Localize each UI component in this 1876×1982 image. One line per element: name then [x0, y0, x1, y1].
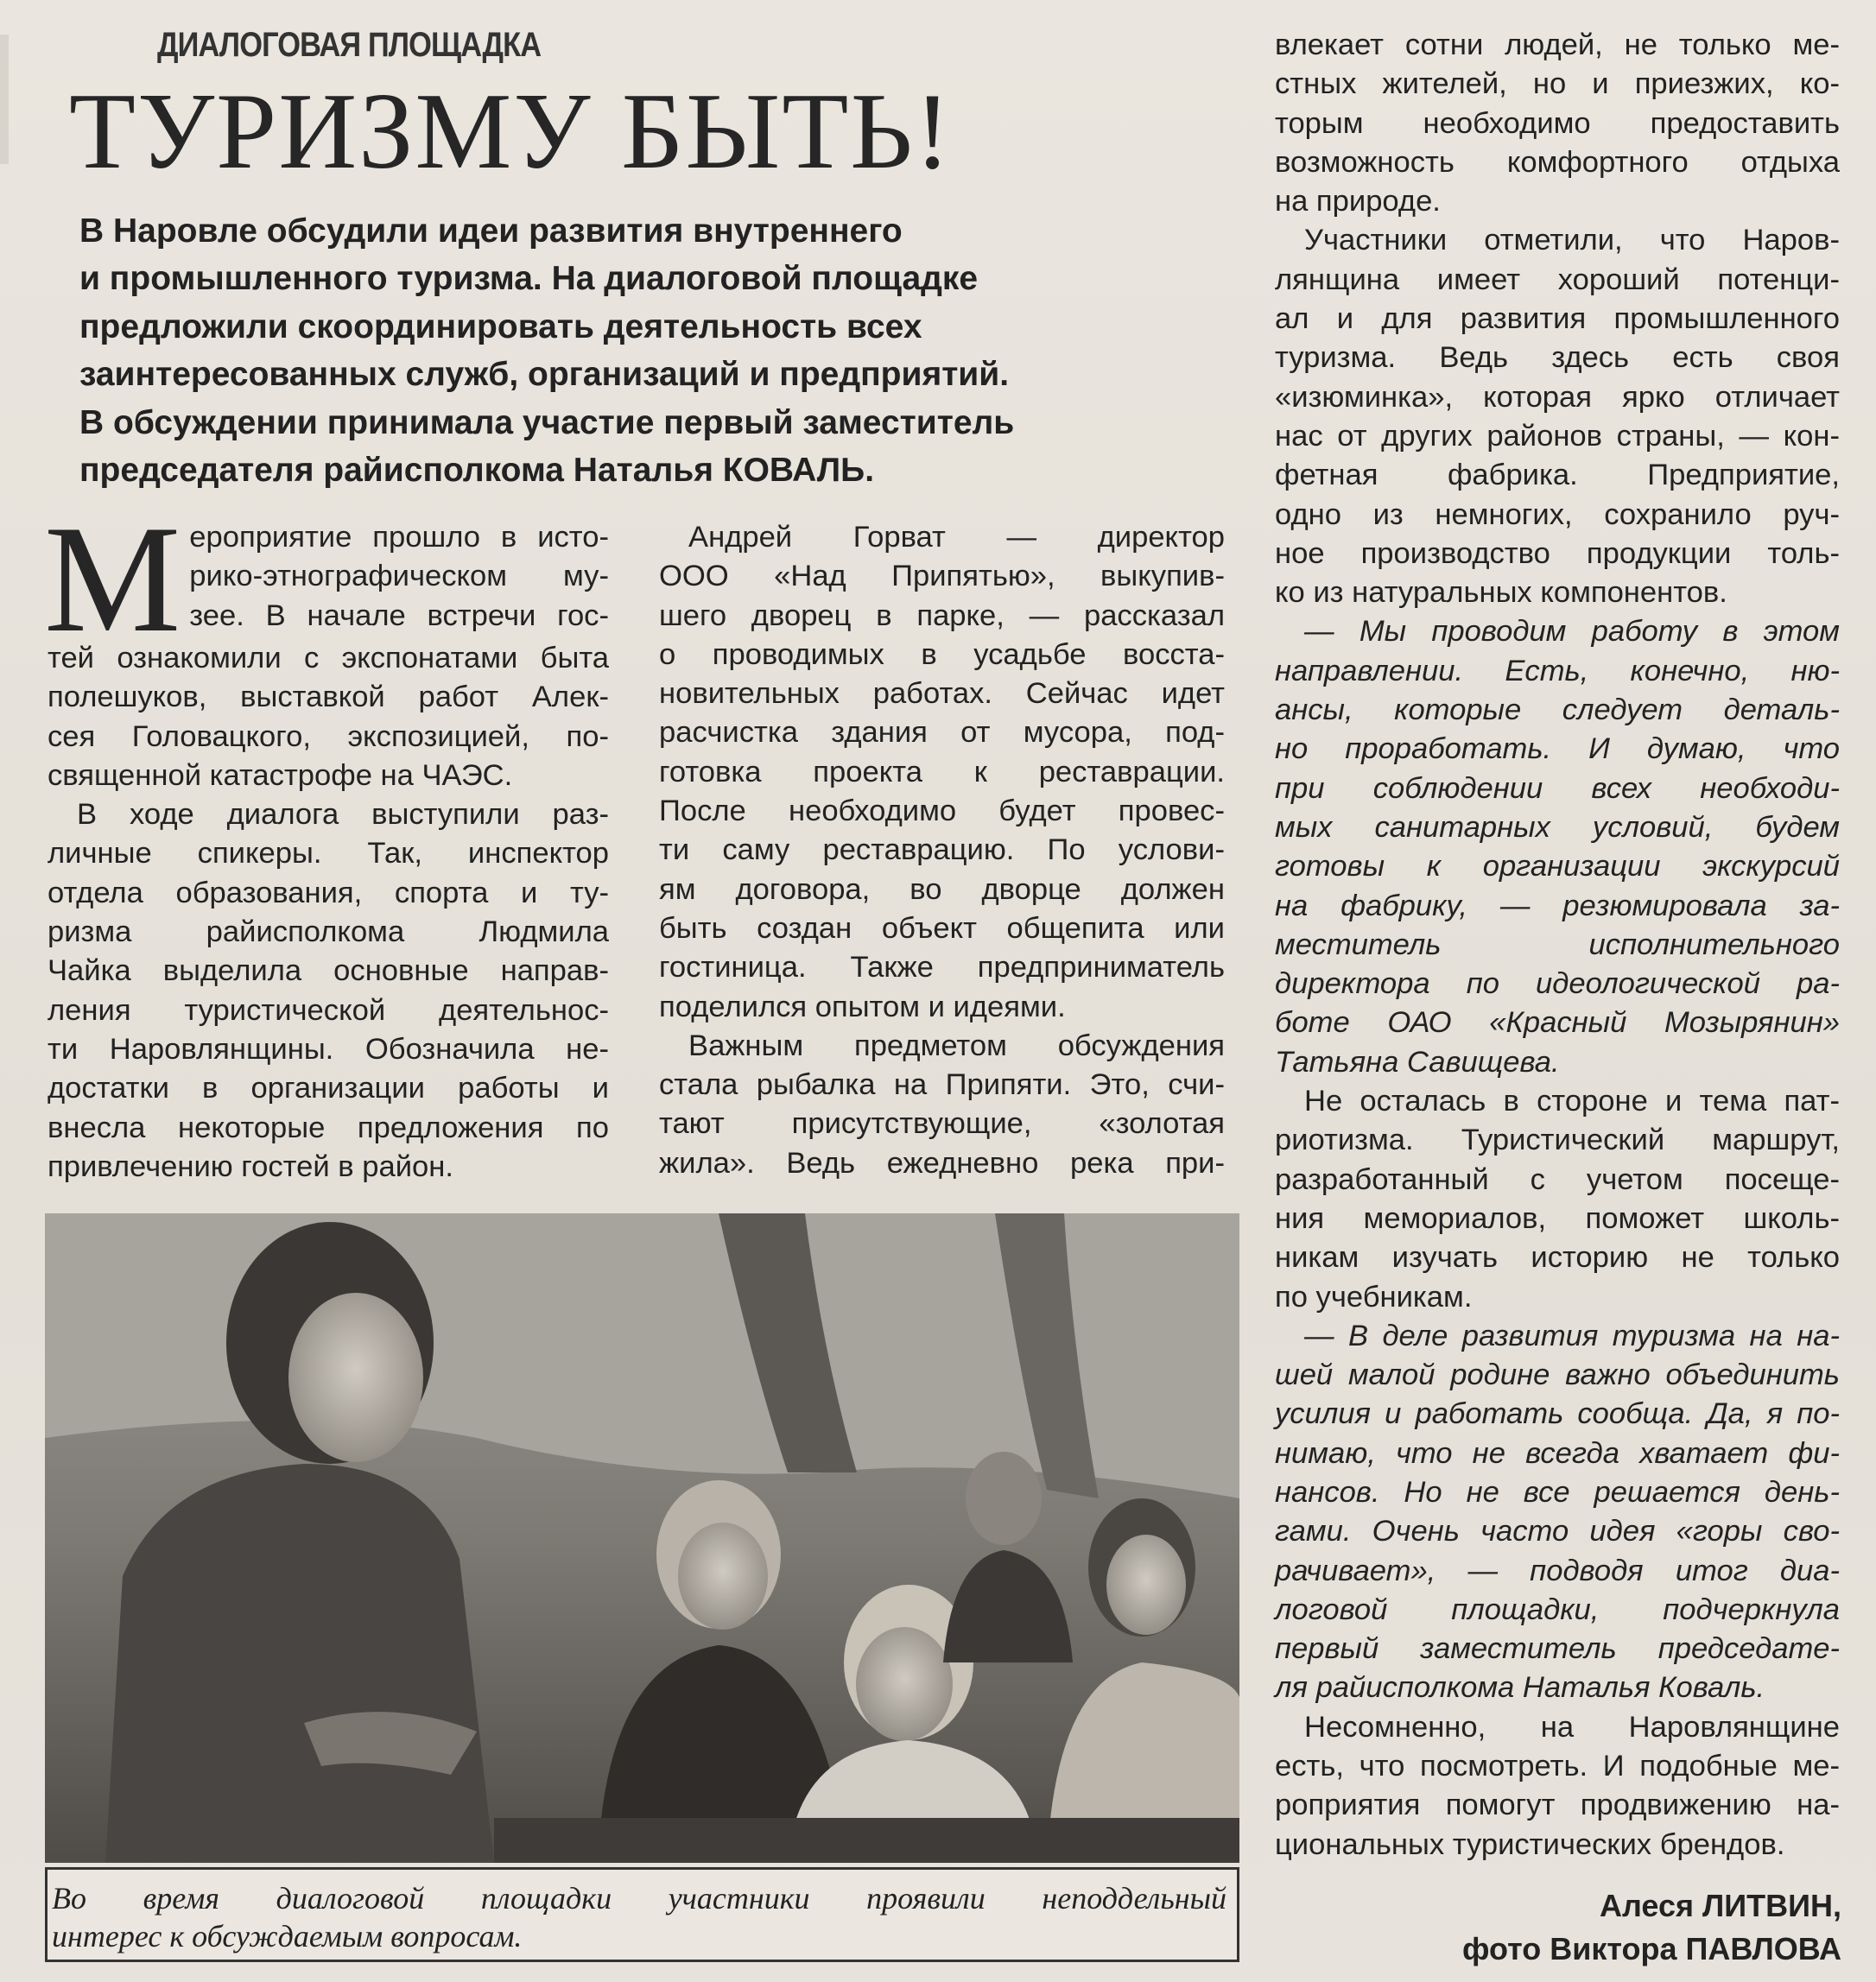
- column-line: ероприятие прошло в исто-: [189, 521, 609, 554]
- column-line: внесла некоторые предложения по: [48, 1111, 609, 1144]
- page-edge-mark: [0, 35, 9, 164]
- column-line: на фабрику, — резюмировала за-: [1275, 889, 1840, 922]
- column-line: рачивает», — подводя итог диа-: [1275, 1554, 1840, 1587]
- column-line: ти саму реставрацию. По услови-: [659, 833, 1225, 867]
- column-line: Важным предметом обсуждения: [688, 1029, 1225, 1062]
- column-line: готовка проекта к реставрации.: [659, 755, 1225, 788]
- column-line: достатки в организации работы и: [48, 1072, 609, 1105]
- column-line: Татьяна Савищева.: [1275, 1045, 1560, 1079]
- byline-author: Алеся ЛИТВИН,: [1600, 1888, 1841, 1923]
- column-line: зее. В начале встречи гос-: [189, 598, 609, 632]
- article-photo: [45, 1213, 1239, 1863]
- column-line: лянщина имеет хороший потенци-: [1275, 263, 1840, 296]
- lead-line: и промышленного туризма. На диалоговой площадке: [79, 260, 979, 298]
- column-line: В ходе диалога выступили раз-: [77, 798, 609, 832]
- article-byline: [1289, 1884, 1841, 1971]
- column-line: первый заместитель председате-: [1275, 1632, 1840, 1666]
- lead-line: В обсуждении принимала участие первый заместитель: [79, 403, 1015, 441]
- column-line: ансы, которые следует деталь-: [1275, 693, 1840, 727]
- column-line: стных жителей, но и приезжих, ко-: [1275, 67, 1840, 101]
- column-line: — Мы проводим работу в этом: [1304, 615, 1840, 649]
- column-line: Не осталась в стороне и тема пат-: [1304, 1085, 1840, 1118]
- column-line: готовы к организации экскурсий: [1275, 850, 1840, 883]
- column-line: расчистка здания от мусора, под-: [659, 716, 1225, 750]
- drop-cap: М: [44, 493, 181, 664]
- column-line: влекает сотни людей, не только ме-: [1275, 28, 1840, 61]
- column-line: шего дворец в парке, — рассказал: [659, 598, 1225, 632]
- column-line: торым необходимо предоставить: [1275, 106, 1840, 140]
- column-line: тают присутствующие, «золотая: [659, 1107, 1225, 1141]
- column-line: привлечению гостей в район.: [48, 1149, 453, 1183]
- column-line: циональных туристических брендов.: [1275, 1827, 1785, 1861]
- article-column-2: [659, 518, 1225, 1183]
- column-line: стала рыбалка на Припяти. Это, счи-: [659, 1068, 1225, 1102]
- column-line: новительных работах. Сейчас идет: [659, 677, 1225, 711]
- column-line: ля райисполкома Наталья Коваль.: [1275, 1671, 1765, 1705]
- column-line: ризма райисполкома Людмила: [48, 915, 609, 949]
- column-line: разработанный с учетом посеще-: [1275, 1162, 1840, 1196]
- column-line: После необходимо будет провес-: [659, 795, 1225, 828]
- column-line: полешуков, выставкой работ Алек-: [48, 681, 609, 714]
- column-line: гами. Очень часто идея «горы сво-: [1275, 1515, 1840, 1548]
- column-line: «изюминка», которая ярко отличает: [1275, 380, 1840, 414]
- lead-line: предложили скоординировать деятельность всех: [79, 307, 922, 345]
- byline-photo-credit: фото Виктора ПАВЛОВА: [1461, 1931, 1841, 1966]
- column-line: боте ОАО «Красный Мозырянин»: [1275, 1006, 1840, 1040]
- column-line: по учебникам.: [1275, 1280, 1473, 1314]
- column-line: священной катастрофе на ЧАЭС.: [48, 758, 513, 792]
- section-rubric: ДИАЛОГОВАЯ ПЛОЩАДКА: [157, 26, 542, 64]
- column-line: о проводимых в усадьбе восста-: [659, 637, 1225, 671]
- photo-illustration: [45, 1213, 1239, 1863]
- column-line: но проработать. И думаю, что: [1275, 732, 1840, 766]
- column-line: ти Наровлянщины. Обозначила не-: [48, 1032, 609, 1066]
- column-line: нас от других районов страны, — кон-: [1275, 419, 1840, 453]
- column-line: личные спикеры. Так, инспектор: [48, 837, 609, 871]
- column-line: сея Головацкого, экспозицией, по-: [48, 719, 609, 753]
- column-line: ООО «Над Припятью», выкупив-: [659, 560, 1225, 593]
- column-line: меститель исполнительного: [1275, 928, 1840, 961]
- column-line: на природе.: [1275, 185, 1441, 218]
- lead-line: председателя райисполкома Наталья КОВАЛЬ.: [79, 452, 875, 490]
- column-line: быть создан объект общепита или: [659, 911, 1225, 945]
- column-line: ям договора, во дворце должен: [659, 872, 1225, 906]
- column-line: никам изучать историю не только: [1275, 1241, 1840, 1275]
- article-lead: [79, 207, 1228, 494]
- article-column-1: [44, 493, 609, 1187]
- article-column-3: [1275, 26, 1840, 1865]
- lead-line: заинтересованных служб, организаций и предприятий.: [79, 356, 1010, 394]
- column-line: директора по идеологической ра-: [1275, 967, 1840, 1001]
- caption-line: интерес к обсуждаемым вопросам.: [52, 1919, 523, 1954]
- column-line: туризма. Ведь здесь есть своя: [1275, 341, 1840, 375]
- column-line: Несомненно, на Наровлянщине: [1304, 1710, 1840, 1744]
- column-line: роприятия помогут продвижению на-: [1275, 1789, 1840, 1822]
- column-line: тей ознакомили с экспонатами быта: [48, 642, 609, 674]
- column-line: фетная фабрика. Предприятие,: [1275, 459, 1840, 492]
- column-line: Чайка выделила основные направ-: [48, 954, 609, 988]
- column-line: усилия и работать сообща. Да, я по-: [1275, 1397, 1840, 1431]
- article-headline: ТУРИЗМУ БЫТЬ!: [69, 72, 953, 192]
- column-line: направлении. Есть, конечно, ню-: [1275, 654, 1840, 687]
- column-line: отдела образования, спорта и ту-: [48, 876, 609, 909]
- column-line: есть, что посмотреть. И подобные ме-: [1275, 1750, 1840, 1783]
- column-line: ко из натуральных компонентов.: [1275, 576, 1727, 610]
- column-line: гостиница. Также предприниматель: [659, 951, 1225, 985]
- column-line: ления туристической деятельнос-: [48, 993, 609, 1027]
- column-line: шей малой родине важно объединить: [1275, 1358, 1840, 1392]
- column-line: Участники отметили, что Наров-: [1304, 224, 1840, 257]
- column-line: ал и для развития промышленного: [1275, 302, 1840, 336]
- lead-line: В Наровле обсудили идеи развития внутреннего: [79, 212, 903, 250]
- column-line: жила». Ведь ежедневно река при-: [659, 1146, 1225, 1180]
- column-line: риотизма. Туристический маршрут,: [1275, 1124, 1840, 1157]
- caption-line: Во время диалоговой площадки участники проявили неподдельный: [52, 1881, 1226, 1916]
- photo-caption: [52, 1879, 1235, 1955]
- column-line: нансов. Но не все решается день-: [1275, 1475, 1840, 1509]
- column-line: логовой площадки, подчеркнула: [1275, 1593, 1840, 1626]
- column-line: одно из немногих, сохранило руч-: [1275, 497, 1840, 531]
- column-line: мых санитарных условий, будем: [1275, 810, 1840, 844]
- column-line: при соблюдении всех необходи-: [1275, 771, 1840, 805]
- column-line: нимаю, что не всегда хватает фи-: [1275, 1436, 1840, 1470]
- column-line: поделился опытом и идеями.: [659, 990, 1066, 1023]
- column-line: ное производство продукции толь-: [1275, 536, 1840, 570]
- column-line: Андрей Горват — директор: [688, 521, 1225, 554]
- column-line: ния мемориалов, поможет школь-: [1275, 1201, 1840, 1235]
- column-line: возможность комфортного отдыха: [1275, 145, 1840, 179]
- column-line: — В деле развития туризма на на-: [1304, 1319, 1840, 1352]
- column-line: рико-этнографическом му-: [189, 560, 609, 593]
